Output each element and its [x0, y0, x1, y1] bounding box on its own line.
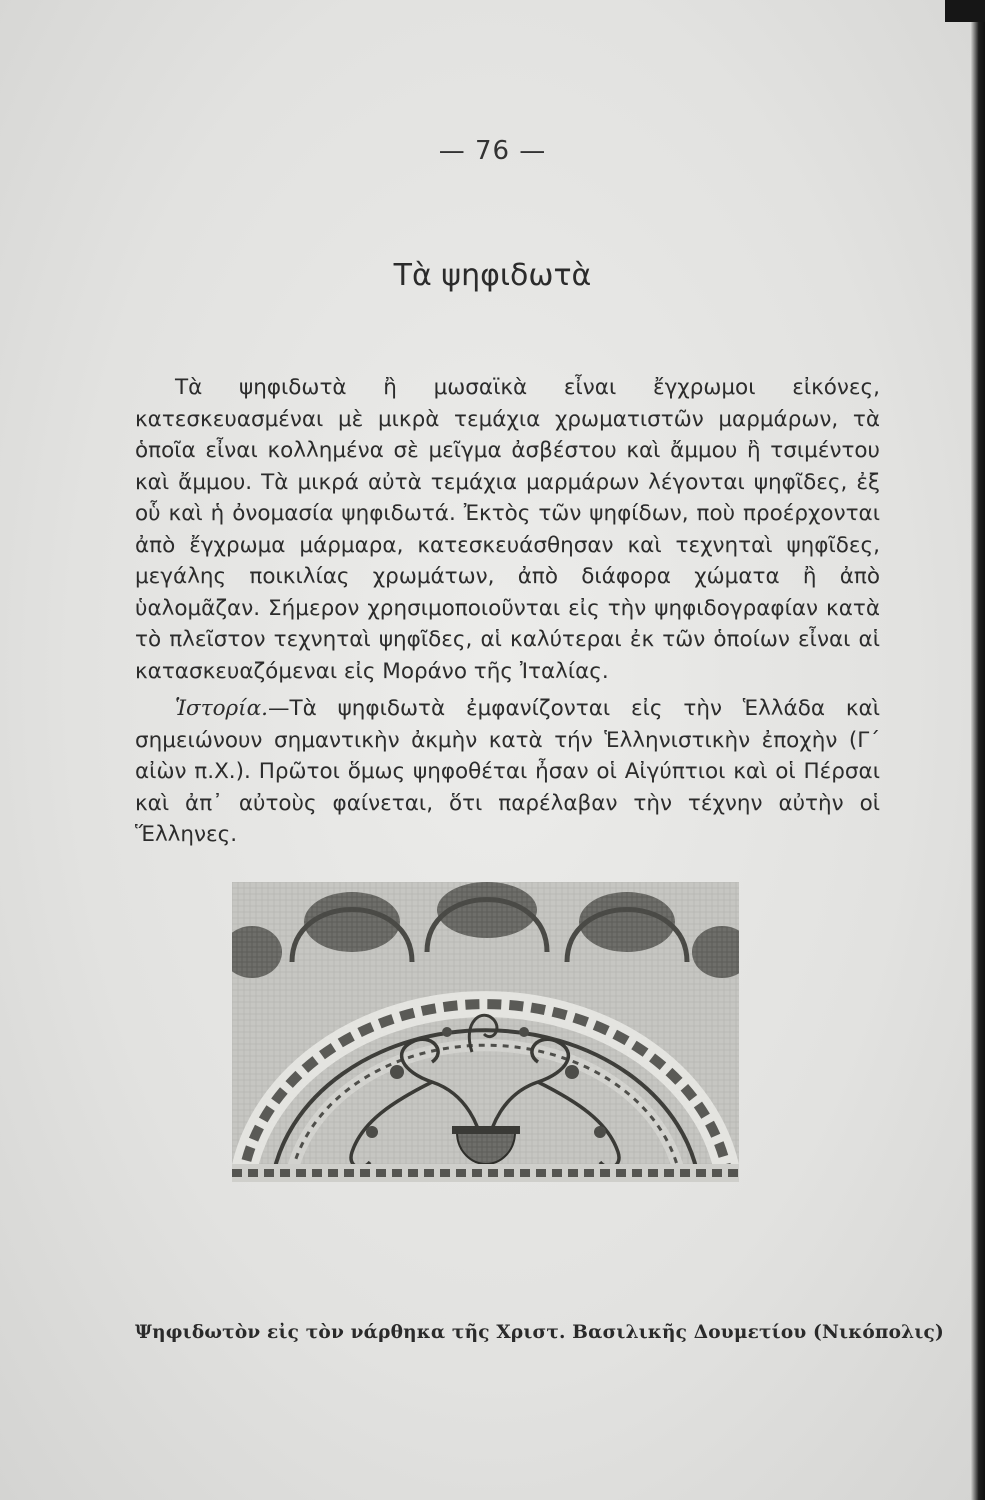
- page-title: Τὰ ψηφιδωτὰ: [393, 258, 592, 293]
- paragraph-intro: Τὰ ψηφιδωτὰ ἢ μωσαϊκὰ εἶναι ἔγχρωμοι εἰκόνες, κατεσκευασμέναι μὲ μικρὰ τεμάχια χρωματιστῶν μαρμάρων, τὰ ὁποῖα εἶναι κολλημένα σὲ μεῖγμα ἀσβέστου καὶ ἄμμου ἢ τσιμέντου καὶ ἄμμου. Τὰ μικρά αὐτὰ τεμάχια μαρμάρων λέγονται ψηφῖδες, ἐξ οὗ καὶ ἡ ὀνομασία ψηφιδωτά. Ἐκτὸς τῶν ψηφίδων, ποὺ προέρχονται ἀπὸ ἔγχρωμα μάρμαρα, κατεσκευάσθησαν καὶ τεχνηταὶ ψηφῖδες, μεγάλης ποικιλίας χρωμάτων, ἀπὸ διάφορα χώματα ἢ ἀπὸ ὑαλομᾶζαν. Σήμερον χρησιμοποιοῦνται εἰς τὴν ψηφιδογραφίαν κατὰ τὸ πλεῖστον τεχνηταὶ ψηφῖδες, αἱ καλύτεραι ἐκ τῶν ὁποίων εἶναι αἱ κατασκευαζόμεναι εἰς Μοράνο τῆς Ἰταλίας.: [135, 375, 880, 684]
- page-edge-shadow: [971, 0, 985, 1500]
- paragraph-history: [135, 693, 880, 851]
- page-number: — 76 —: [438, 136, 547, 166]
- page-corner-shadow: [945, 0, 985, 22]
- mosaic-illustration: [232, 882, 739, 1182]
- history-body: —Τὰ ψηφιδωτὰ ἐμφανίζονται εἰς τὴν Ἑλλάδα καὶ σημειώνουν σημαντικὴν ἀκμὴν κατὰ τήν Ἑλληνιστικὴν ἐποχὴν (Γ΄ αἰὼν π.Χ.). Πρῶτοι ὅμως ψηφοθέται ἦσαν οἱ Αἰγύπτιοι καὶ οἱ Πέρσαι καὶ ἀπ᾽ αὐτοὺς φαίνεται, ὅτι παρέλαβαν τὴν τέχνην αὐτὴν οἱ Ἕλληνες.: [135, 696, 880, 847]
- mosaic-photo: [232, 882, 739, 1182]
- history-lead-heading: Ἱστορία.: [175, 696, 268, 721]
- figure-caption: Ψηφιδωτὸν εἰς τὸν νάρθηκα τῆς Χριστ. Βασιλικῆς Δουμετίου (Νικόπολις): [135, 1322, 944, 1343]
